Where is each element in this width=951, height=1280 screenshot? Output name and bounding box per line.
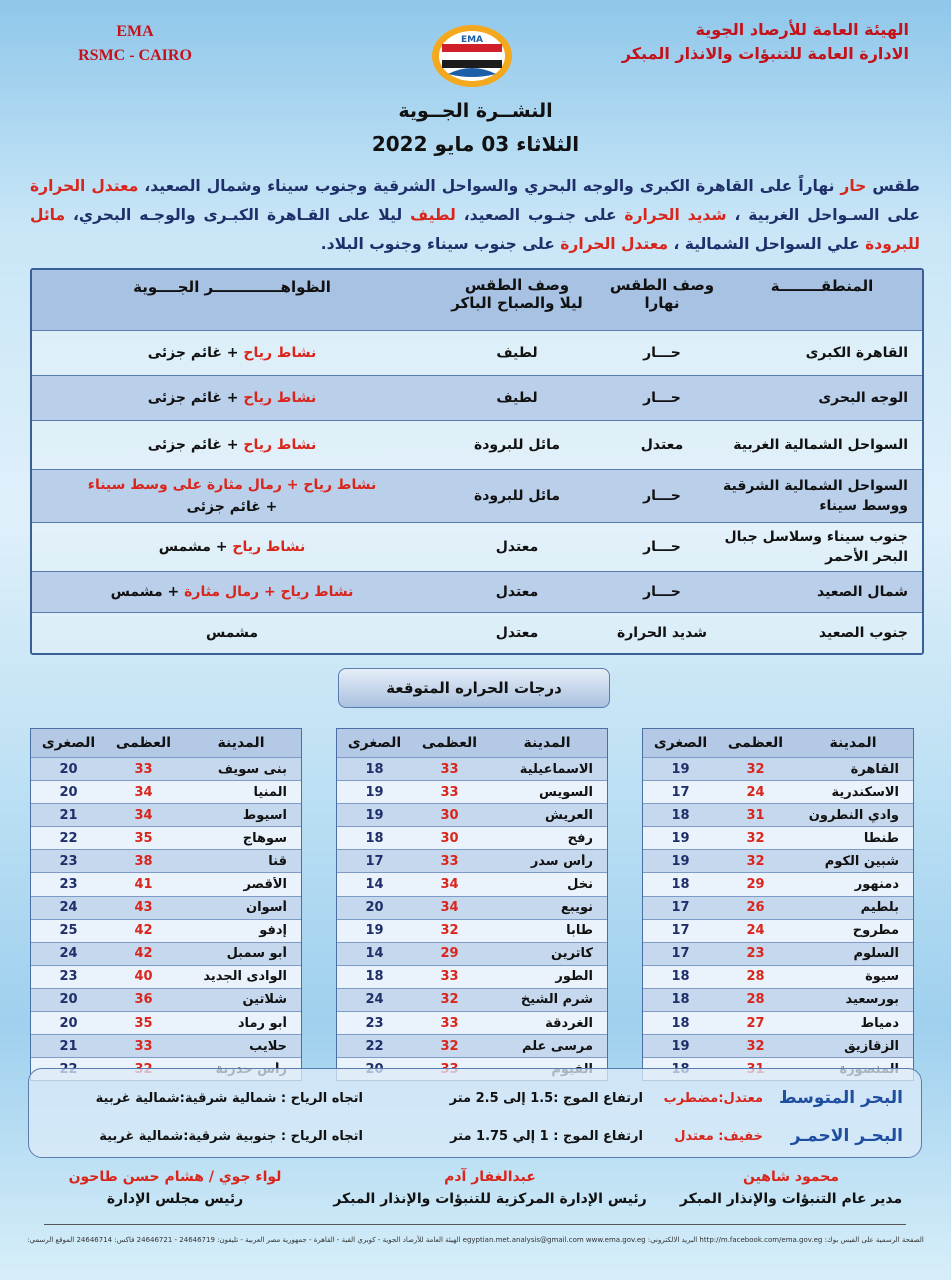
max-temp: 32	[746, 761, 765, 777]
city-name: دمياط	[860, 1015, 899, 1031]
city-name: أبو رماد	[237, 1015, 287, 1031]
temp-row	[31, 919, 301, 942]
min-temp: 24	[365, 992, 384, 1008]
max-temp: 35	[134, 1015, 153, 1031]
max-temp: 28	[746, 992, 765, 1008]
max-temp: 33	[440, 761, 459, 777]
phenomena: نشاط رياح + غائم جزئى	[147, 437, 317, 453]
night-desc: معتدل	[495, 539, 539, 555]
temp-row	[337, 757, 607, 780]
day-desc: شديد الحرارة	[616, 625, 708, 641]
night-desc: معتدل	[495, 625, 539, 641]
temp-row	[337, 988, 607, 1011]
city-name: مرسى علم	[522, 1038, 593, 1054]
temp-row	[337, 803, 607, 826]
max-temp: 32	[746, 853, 765, 869]
weather-table-header	[32, 270, 922, 330]
max-temp: 33	[134, 1038, 153, 1054]
day-desc: حـــار	[643, 584, 681, 600]
max-temp: 29	[746, 877, 765, 893]
temp-row	[337, 872, 607, 895]
svg-text:EMA: EMA	[460, 35, 484, 45]
region-name: الوجه البحرى	[818, 390, 908, 406]
city-name: الوادى الجديد	[203, 969, 287, 985]
col-city: المدينة	[217, 735, 265, 751]
day-desc: حـــار	[643, 539, 681, 555]
city-name: المنيا	[253, 784, 287, 800]
max-temp: 29	[440, 946, 459, 962]
max-temp: 40	[134, 969, 153, 985]
temp-row	[643, 757, 913, 780]
temp-table-header	[643, 729, 913, 757]
temp-row	[31, 757, 301, 780]
temp-table-header	[31, 729, 301, 757]
min-temp: 21	[59, 1038, 78, 1054]
max-temp: 27	[746, 1015, 765, 1031]
max-temp: 26	[746, 900, 765, 916]
max-temp: 35	[134, 830, 153, 846]
col-min: الصغرى	[653, 735, 708, 751]
min-temp: 20	[365, 900, 384, 916]
city-name: القاهرة	[850, 761, 899, 777]
max-temp: 32	[746, 1038, 765, 1054]
wave-height: ارتفاع الموج : 1 إلي 1.75 متر	[450, 1128, 643, 1144]
min-temp: 20	[59, 1015, 78, 1031]
max-temp: 33	[440, 853, 459, 869]
ema-header	[60, 20, 210, 68]
min-temp: 18	[365, 761, 384, 777]
night-desc: مائل للبرودة	[473, 437, 561, 453]
sea-state: معتدل:مضطرب	[663, 1090, 763, 1106]
city-name: الغردقة	[545, 1015, 593, 1031]
city-name: قنا	[268, 853, 287, 869]
city-name: مطروح	[852, 923, 899, 939]
organization-header	[622, 18, 909, 66]
max-temp: 30	[440, 830, 459, 846]
city-name: سوهاج	[242, 830, 287, 846]
city-name: حلايب	[249, 1038, 287, 1054]
temp-row	[31, 896, 301, 919]
temp-row	[643, 1011, 913, 1034]
temp-row	[643, 872, 913, 895]
min-temp: 18	[671, 807, 690, 823]
min-temp: 23	[59, 853, 78, 869]
min-temp: 17	[671, 900, 690, 916]
temp-row	[643, 803, 913, 826]
city-name: أبو سمبل	[226, 946, 287, 962]
min-temp: 23	[365, 1015, 384, 1031]
col-max: العظمى	[727, 735, 784, 751]
temp-row	[31, 803, 301, 826]
max-temp: 32	[440, 992, 459, 1008]
temp-row	[31, 780, 301, 803]
max-temp: 36	[134, 992, 153, 1008]
min-temp: 23	[59, 877, 78, 893]
col-city: المدينة	[523, 735, 571, 751]
min-temp: 14	[365, 877, 384, 893]
region-name: السواحل الشمالية الغربية	[733, 437, 908, 453]
max-temp: 34	[134, 807, 153, 823]
weather-row	[32, 571, 922, 612]
min-temp: 19	[671, 853, 690, 869]
max-temp: 23	[746, 946, 765, 962]
min-temp: 19	[671, 830, 690, 846]
sea-name: البحـر الاحمـر	[790, 1126, 903, 1146]
wind-direction: اتجاه الرياح : شمالية شرقية:شمالية غربية	[95, 1090, 363, 1106]
weather-row	[32, 375, 922, 420]
temp-row	[31, 849, 301, 872]
city-name: طابا	[566, 923, 593, 939]
sea-name: البحر المتوسط	[778, 1088, 903, 1108]
max-temp: 24	[746, 923, 765, 939]
sea-row-red-sea	[29, 1121, 921, 1151]
temperatures-title: درجات الحراره المتوقعة	[338, 668, 610, 708]
city-name: إدفو	[259, 923, 287, 939]
phenomena: نشاط رياح + رمال مثارة + مشمس	[110, 584, 354, 600]
city-name: شلاتين	[242, 992, 287, 1008]
header-phenomena: الظواهـــــــــــــر الجــــوية	[133, 278, 331, 296]
min-temp: 17	[671, 784, 690, 800]
region-name: جنوب الصعيد	[818, 625, 908, 641]
city-name: اسيوط	[242, 807, 287, 823]
header-day: وصف الطقس نهارا	[609, 276, 715, 312]
temperature-table-3	[30, 728, 302, 1081]
temp-row	[31, 826, 301, 849]
night-desc: لطيف	[496, 345, 538, 361]
city-name: الطور	[555, 969, 593, 985]
temp-row	[643, 942, 913, 965]
min-temp: 19	[671, 761, 690, 777]
temp-row	[643, 988, 913, 1011]
city-name: أسوان	[246, 900, 287, 916]
temp-row	[643, 919, 913, 942]
city-name: شبين الكوم	[824, 853, 899, 869]
org-line-1: الهيئة العامة للأرصاد الجوية	[695, 20, 909, 39]
min-temp: 24	[59, 900, 78, 916]
max-temp: 38	[134, 853, 153, 869]
city-name: وادي النطرون	[808, 807, 899, 823]
day-desc: حـــار	[643, 345, 681, 361]
temp-row	[337, 1034, 607, 1057]
min-temp: 14	[365, 946, 384, 962]
min-temp: 18	[671, 1015, 690, 1031]
region-name: السواحل الشمالية الشرقية ووسط سيناء	[722, 478, 908, 514]
city-name: دمنهور	[854, 877, 899, 893]
day-desc: حـــار	[643, 488, 681, 504]
max-temp: 43	[134, 900, 153, 916]
max-temp: 42	[134, 946, 153, 962]
footer-contact: الصفحة الرسمية على الفيس بوك: http://m.facebook.com/ema.gov.eg البريد الالكتروني: egyptian.met.analysis@gmail.com www.ema.gov.eg الهيئة العامة للأرصاد الجوية - كوبري القبة - القاهرة - جمهورية مصر العربية - تليفون: 24646719 - 24646721 فاكس: 24646714 الموقع الرسمي:	[27, 1236, 924, 1244]
phenomena: نشاط رياح + غائم جزئى	[147, 345, 317, 361]
max-temp: 32	[440, 923, 459, 939]
min-temp: 19	[365, 807, 384, 823]
weather-row	[32, 420, 922, 469]
min-temp: 18	[365, 830, 384, 846]
weather-row	[32, 330, 922, 375]
sea-state: خفيف: معتدل	[674, 1128, 763, 1144]
sea-state-box	[28, 1068, 922, 1158]
max-temp: 31	[746, 807, 765, 823]
city-name: سيوة	[865, 969, 899, 985]
min-temp: 18	[671, 992, 690, 1008]
temp-row	[643, 896, 913, 919]
header-region: المنطقــــــــة	[770, 277, 874, 295]
phenomena: نشاط رياح + رمال مثارة على وسط سيناء + غائم جزئى	[87, 477, 377, 515]
city-name: بورسعيد	[845, 992, 899, 1008]
max-temp: 32	[746, 830, 765, 846]
signature-2: عبدالغفار آدم رئيس الإدارة المركزية للتنبؤات والإنذار المبكر	[333, 1169, 647, 1207]
min-temp: 19	[365, 923, 384, 939]
max-temp: 28	[746, 969, 765, 985]
footer-divider	[44, 1224, 906, 1225]
night-desc: معتدل	[495, 584, 539, 600]
temp-row	[31, 988, 301, 1011]
temp-row	[337, 1011, 607, 1034]
min-temp: 18	[365, 969, 384, 985]
phenomena: نشاط رياح + غائم جزئى	[147, 390, 317, 406]
weather-row	[32, 612, 922, 653]
temp-row	[337, 849, 607, 872]
temp-row	[643, 849, 913, 872]
wind-direction: اتجاه الرياح : جنوبية شرقية:شمالية غربية	[99, 1128, 363, 1144]
city-name: الأقصر	[243, 877, 287, 893]
rsmc-label: RSMC - CAIRO	[78, 47, 192, 64]
min-temp: 20	[59, 784, 78, 800]
org-line-2: الادارة العامة للتنبؤات والانذار المبكر	[621, 44, 909, 63]
min-temp: 18	[671, 969, 690, 985]
col-city: المدينة	[829, 735, 877, 751]
bulletin-date: الثلاثاء 03 مايو 2022	[371, 132, 580, 156]
min-temp: 22	[59, 830, 78, 846]
phenomena: مشمس	[205, 625, 259, 641]
max-temp: 24	[746, 784, 765, 800]
col-max: العظمى	[115, 735, 172, 751]
temperature-table-1	[642, 728, 914, 1081]
wave-height: ارتفاع الموج :1.5 إلى 2.5 متر	[449, 1090, 643, 1106]
min-temp: 17	[671, 946, 690, 962]
weather-row	[32, 522, 922, 571]
temp-row	[337, 780, 607, 803]
temp-row	[337, 826, 607, 849]
temp-row	[337, 919, 607, 942]
bulletin-title: النشــرة الجــوية	[398, 100, 553, 122]
forecast-paragraph: طقس حار نهاراً على القاهرة الكبرى والوجه البحري والسواحل الشرقية وجنوب سيناء وشمال الصعيد، معتدل الحرارة على السـواحل الغربية ، شديد الحرارة على جنـوب الصعيد، لطيف ليلا على القـاهرة الكبـرى والوجـه البحري، مائل للبرودة علي السواحل الشمالية ، معتدل الحرارة على جنوب سيناء وجنوب البلاد.	[30, 177, 920, 253]
city-name: رأس سدر	[530, 853, 593, 869]
max-temp: 42	[134, 923, 153, 939]
temp-row	[643, 780, 913, 803]
ema-label: EMA	[116, 23, 154, 40]
min-temp: 22	[365, 1038, 384, 1054]
ema-logo	[428, 22, 516, 90]
max-temp: 33	[134, 761, 153, 777]
night-desc: مائل للبرودة	[473, 488, 561, 504]
col-max: العظمى	[421, 735, 478, 751]
header-night: وصف الطقس ليلا والصباح الباكر	[451, 276, 583, 312]
day-desc: حـــار	[643, 390, 681, 406]
min-temp: 17	[365, 853, 384, 869]
max-temp: 34	[440, 877, 459, 893]
temp-row	[31, 942, 301, 965]
min-temp: 19	[671, 1038, 690, 1054]
max-temp: 33	[440, 1015, 459, 1031]
city-name: السويس	[539, 784, 593, 800]
phenomena: نشاط رياح + مشمس	[158, 539, 306, 555]
temp-row	[337, 896, 607, 919]
signature-3: لواء جوي / هشام حسن طاحون رئيس مجلس الإدارة	[68, 1169, 282, 1207]
temp-row	[643, 965, 913, 988]
night-desc: لطيف	[496, 390, 538, 406]
city-name: شرم الشيخ	[520, 992, 593, 1008]
day-desc: معتدل	[640, 437, 684, 453]
region-name: جنوب سيناء وسلاسل جبال البحر الأحمر	[724, 529, 908, 565]
city-name: الزقازيق	[844, 1038, 899, 1054]
max-temp: 30	[440, 807, 459, 823]
min-temp: 20	[59, 761, 78, 777]
min-temp: 20	[59, 992, 78, 1008]
city-name: كاترين	[551, 946, 593, 962]
temp-table-header	[337, 729, 607, 757]
region-name: القاهرة الكبرى	[805, 345, 908, 361]
signature-1: محمود شاهين مدير عام التنبؤات والإنذار المبكر	[679, 1169, 903, 1207]
temp-row	[31, 872, 301, 895]
max-temp: 41	[134, 877, 153, 893]
temp-row	[31, 1011, 301, 1034]
max-temp: 33	[440, 969, 459, 985]
city-name: نخل	[567, 877, 593, 893]
sea-row-mediterranean	[29, 1083, 921, 1113]
temp-row	[643, 826, 913, 849]
temperature-table-2	[336, 728, 608, 1081]
max-temp: 34	[134, 784, 153, 800]
temp-row	[643, 1034, 913, 1057]
min-temp: 21	[59, 807, 78, 823]
city-name: بلطيم	[860, 900, 899, 916]
min-temp: 23	[59, 969, 78, 985]
city-name: نويبع	[560, 900, 593, 916]
min-temp: 19	[365, 784, 384, 800]
city-name: العريش	[544, 807, 593, 823]
weather-row	[32, 469, 922, 522]
max-temp: 34	[440, 900, 459, 916]
col-min: الصغرى	[41, 735, 96, 751]
temp-row	[337, 965, 607, 988]
min-temp: 24	[59, 946, 78, 962]
city-name: الاسكندرية	[831, 784, 899, 800]
min-temp: 25	[59, 923, 78, 939]
city-name: بنى سويف	[217, 761, 287, 777]
city-name: الاسماعيلية	[519, 761, 593, 777]
max-temp: 32	[440, 1038, 459, 1054]
max-temp: 33	[440, 784, 459, 800]
region-name: شمال الصعيد	[817, 584, 908, 600]
min-temp: 17	[671, 923, 690, 939]
weather-table	[30, 268, 924, 655]
col-min: الصغرى	[347, 735, 402, 751]
temp-row	[31, 965, 301, 988]
city-name: السلوم	[853, 946, 899, 962]
city-name: رفح	[567, 830, 593, 846]
temp-row	[31, 1034, 301, 1057]
min-temp: 18	[671, 877, 690, 893]
city-name: طنطا	[863, 830, 899, 846]
temp-row	[337, 942, 607, 965]
